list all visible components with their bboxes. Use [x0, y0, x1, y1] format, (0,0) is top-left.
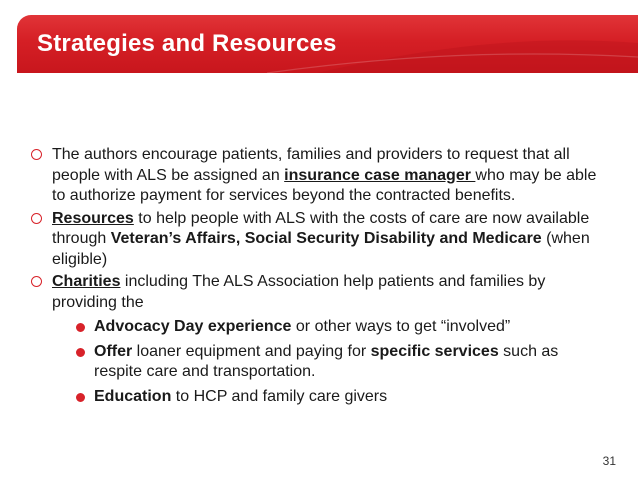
square-bullet-icon: [76, 393, 85, 402]
sub-bullet-advocacy: [52, 317, 606, 338]
bullet-item-insurance: [31, 145, 606, 207]
hollow-circle-bullet-icon: [31, 213, 42, 224]
sub-bullet-text: or other ways to get “involved”: [291, 318, 511, 335]
sub-bullet-emphasis: specific services: [370, 342, 499, 360]
sub-bullet-emphasis: Education: [94, 387, 172, 405]
sub-bullet-text: to HCP and family care givers: [171, 387, 388, 405]
slide-title: Strategies and Resources: [37, 30, 337, 57]
hollow-circle-bullet-icon: [31, 149, 42, 160]
sub-bullet-text: loaner equipment and paying for: [132, 342, 371, 360]
sub-bullet-emphasis: Offer: [94, 342, 133, 360]
bullet-text: including The ALS Association help patients and families by providing the: [52, 273, 546, 311]
page-number: 31: [602, 454, 616, 468]
bullet-text: who may be able to authorize payment for services beyond the contracted benefits.: [52, 166, 597, 204]
bullet-text: The authors encourage patients, families and providers to request that all people with ALS be assigned an: [52, 146, 570, 184]
bullet-text: (when eligible): [52, 230, 590, 268]
bullet-item-charities: [31, 272, 606, 407]
sub-bullet-emphasis: Advocacy Day experience: [94, 318, 292, 335]
bullet-emphasis: Veteran’s Affairs, Social Security Disability and Medicare: [110, 230, 542, 247]
title-banner: [17, 15, 638, 73]
square-bullet-icon: [76, 348, 85, 357]
bullet-list: [31, 145, 606, 409]
square-bullet-icon: [76, 323, 85, 332]
sub-bullet-offer: [52, 342, 606, 383]
hollow-circle-bullet-icon: [31, 276, 42, 287]
sub-bullet-text: such as respite care and transportation.: [94, 342, 559, 380]
bullet-emphasis: insurance case manager: [284, 166, 476, 184]
bullet-emphasis: Charities: [52, 273, 121, 290]
bullet-text: to help people with ALS with the costs of care are now available through: [52, 209, 590, 247]
bullet-emphasis: Resources: [52, 209, 134, 227]
bullet-item-resources: [31, 209, 606, 271]
sub-bullet-education: [52, 387, 606, 408]
